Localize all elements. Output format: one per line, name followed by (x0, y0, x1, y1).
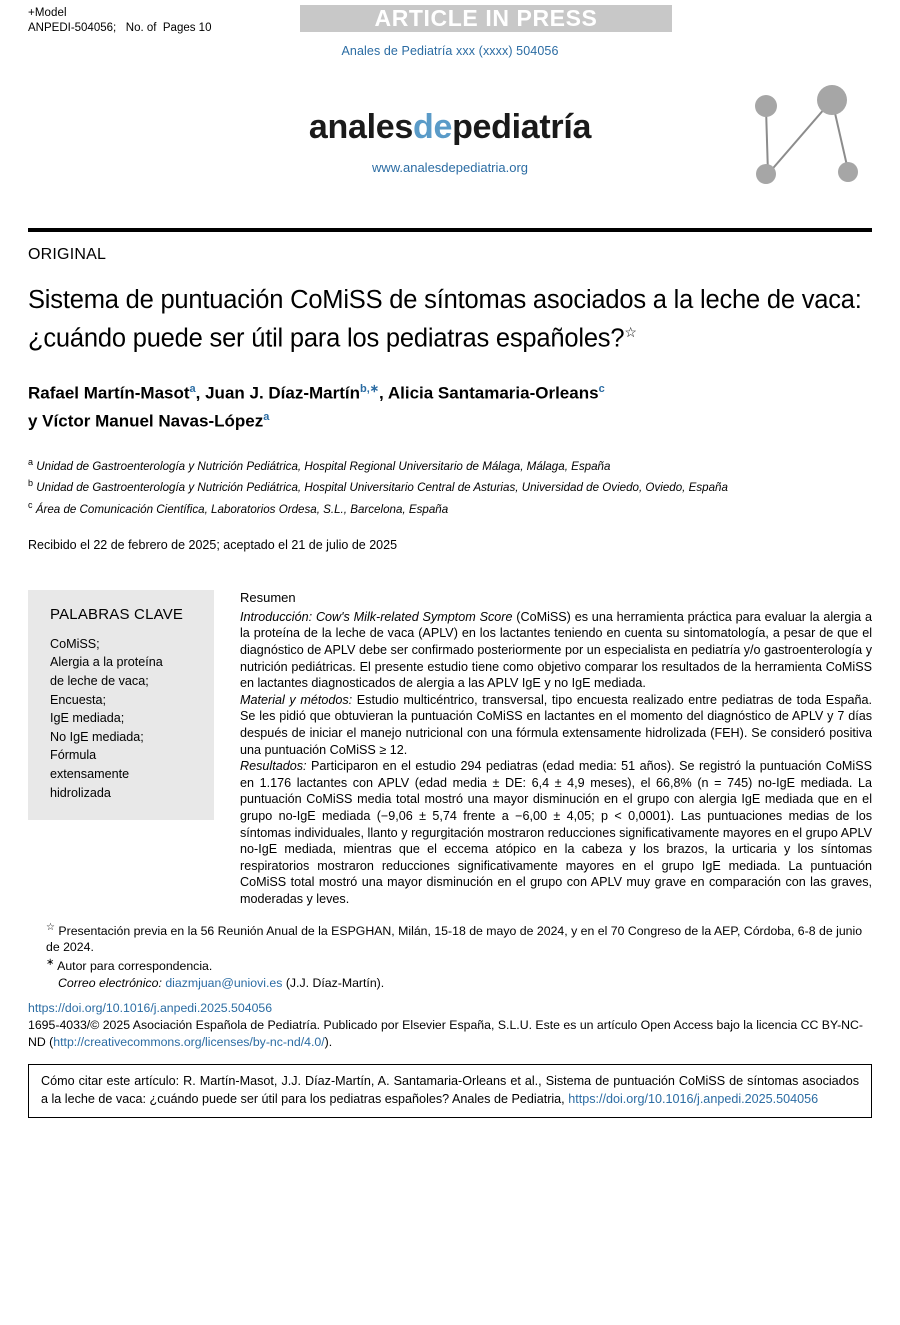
journal-logo-mark-icon (740, 80, 860, 190)
journal-reference: Anales de Pediatría xxx (xxxx) 504056 (341, 44, 559, 58)
author-santamaria-orleans: , Alicia Santamaria-Orleans (379, 383, 599, 403)
author-line-1 (28, 377, 872, 406)
author-affil-mark-a: a (189, 382, 196, 395)
affiliation-b-text: Unidad de Gastroenterología y Nutrición Pediátrica, Hospital Universitario Central de Asturias, Universidad de Oviedo, Oviedo, España (36, 481, 728, 495)
footnote-presentation-text: Presentación previa en la 56 Reunión Anual de la ESPGHAN, Milán, 15-18 de mayo de 2024, y en el 70 Congreso de la AEP, Córdoba, 6-8 de junio de 2024. (46, 923, 863, 955)
logo-part-anales: anales (308, 108, 413, 146)
footnote-corresponding-text: Autor para correspondencia. (57, 959, 213, 974)
logo-part-de: de (412, 108, 453, 146)
author-navas-lopez: y Víctor Manuel Navas-López (28, 411, 264, 431)
author-diaz-martin: , Juan J. Díaz-Martín (195, 383, 361, 403)
affiliation-b-mark: b (28, 478, 34, 489)
how-to-cite-box (28, 1064, 872, 1118)
abstract-heading: Resumen (240, 589, 296, 605)
abstract-text-results: Participaron en el estudio 294 pediatras (edad media: 51 años). Se registró la puntuación CoMiSS en 1.176 lactantes con APLV (edad media ± DE: 6,4 ± 4,9 meses), el 66,8% (n = 745) no-IgE mediada. La puntuación CoMiSS media total mostró una mayor disminución en el grupo con alergia IgE mediada que en el grupo no-IgE mediada (−9,06 ± 5,74 frente a −6,00 ± 4,05; p < 0,0001). Las puntuaciones medias de los síntomas individuales, llanto y regurgitación mostraron reducciones significativamente mayores en el grupo APLV no-IgE mediada, mientras que el eccema atópico en la cabeza y los brazos, la urticaria y los síntomas respiratorios mostraron reducciones significativamente mayores en el grupo IgE mediada. La puntuación CoMiSS total mostró una mayor disminución en el grupo con APLV muy grave en comparación con las graves, moderadas y leves. (240, 759, 872, 906)
abstract-italic-term: Cow's Milk-related Symptom Score (315, 609, 513, 624)
keywords-list: CoMiSS; Alergia a la proteína de leche de vaca; Encuesta; IgE mediada; No IgE mediada; Fórmula extensamente hidrolizada (50, 636, 163, 800)
author-line-2 (28, 405, 872, 434)
header-divider (28, 228, 872, 232)
how-to-cite-doi-link[interactable]: https://doi.org/10.1016/j.anpedi.2025.504056 (568, 1091, 819, 1106)
journal-masthead (28, 72, 872, 222)
copyright-license (28, 1017, 872, 1050)
abstract-body (214, 590, 872, 908)
article-in-press-banner: ARTICLE IN PRESS (300, 5, 672, 32)
footnote-block (28, 920, 872, 992)
footnote-star-marker: ☆ (46, 921, 55, 933)
abstract-section (28, 590, 872, 908)
footnote-corresponding (28, 955, 872, 975)
abstract-paragraph-introduction (240, 609, 872, 692)
model-tag: +Model (28, 7, 67, 19)
keywords-box (28, 590, 214, 820)
abstract-label-methods: Material y métodos: (240, 692, 353, 707)
abstract-text-methods: Estudio multicéntrico, transversal, tipo encuesta realizado entre pediatras de toda España. Se les pidió que obtuvieran la puntuación CoMiSS en lactantes en el momento del diagnóstico de APLV y 7 días después de iniciar el manejo nutricional con una fórmula extensamente hidrolizada (FEH). Se consideró positiva una puntuación CoMiSS ≥ 12. (240, 692, 873, 757)
footnote-corresponding-marker: ∗ (46, 957, 55, 969)
author-affil-mark-a2: a (263, 411, 270, 424)
how-to-cite-text: Cómo citar este artículo: R. Martín-Masot, J.J. Díaz-Martín, A. Santamaria-Orleans et al., Sistema de puntuación CoMiSS de síntomas asociados a la leche de vaca: ¿cuándo puede ser útil para los pediatras españoles? Anales de Pediatria, (41, 1074, 859, 1106)
article-page (0, 6, 900, 1325)
author-affil-mark-c: c (598, 382, 605, 395)
footnote-presentation (28, 920, 872, 956)
title-footnote-marker: ☆ (624, 324, 637, 340)
title-text: Sistema de puntuación CoMiSS de síntomas asociados a la leche de vaca: ¿cuándo puede ser útil para los pediatras españoles? (28, 286, 862, 353)
copyright-text-end: ). (324, 1034, 333, 1049)
received-accepted-dates: Recibido el 22 de febrero de 2025; aceptado el 21 de julio de 2025 (28, 537, 398, 552)
abstract-paragraph-results (240, 758, 872, 907)
author-martin-masot: Rafael Martín-Masot (28, 383, 190, 403)
journal-website-link[interactable]: www.analesdepediatria.org (371, 160, 529, 175)
author-affil-mark-b: b,∗ (360, 382, 380, 395)
abstract-label-introduction: Introducción: (240, 609, 313, 624)
affiliation-b (28, 475, 872, 496)
abstract-text-introduction: (CoMiSS) es una herramienta práctica para evaluar la alergia a la proteína de la leche de vaca (APLV) en los lactantes teniendo en cuenta su sintomatología, a pesar de que el diagnóstico de APLV debe ser confirmado posteriormente por un especialista en pediatría y/o gastroenterología y nutrición pediátricas. El presente estudio tiene como objetivo comparar los resultados de la herramienta CoMiSS en lactantes diagnosticados de alergia a las APLV IgE y no IgE mediada. (240, 609, 873, 691)
article-id: ANPEDI-504056; No. of Pages 10 (28, 22, 212, 34)
keywords-heading: PALABRAS CLAVE (50, 605, 184, 623)
copyright-text: 1695-4033/© 2025 Asociación Española de Pediatría. Publicado por Elsevier España, S.L.U. Este es un artículo Open Access bajo la licencia CC BY-NC-ND ( (28, 1018, 864, 1049)
footnote-email-owner: (J.J. Díaz-Martín). (285, 975, 385, 990)
page-title (28, 284, 872, 355)
footnote-email-label: Correo electrónico: (58, 975, 162, 990)
affiliation-a-mark: a (28, 456, 34, 467)
affiliation-c (28, 497, 872, 518)
author-list (28, 377, 872, 434)
footnote-email (28, 975, 872, 991)
license-link[interactable]: http://creativecommons.org/licenses/by-nc-nd/4.0/ (53, 1034, 325, 1049)
page-header-strip (28, 6, 872, 42)
affiliation-c-mark: c (28, 499, 33, 510)
affiliation-a-text: Unidad de Gastroenterología y Nutrición Pediátrica, Hospital Regional Universitario de Málaga, Málaga, España (36, 459, 611, 473)
article-type-kicker: ORIGINAL (28, 246, 107, 263)
logo-part-pediatria: pediatría (452, 108, 592, 146)
footnote-email-link[interactable]: diazmjuan@uniovi.es (165, 975, 283, 990)
affiliation-a (28, 454, 872, 475)
affiliation-list (28, 454, 872, 518)
abstract-label-results: Resultados: (240, 759, 307, 774)
doi-link[interactable]: https://doi.org/10.1016/j.anpedi.2025.504056 (28, 1001, 273, 1016)
affiliation-c-text: Área de Comunicación Científica, Laboratorios Ordesa, S.L., Barcelona, España (35, 502, 449, 516)
abstract-paragraph-methods (240, 692, 872, 758)
